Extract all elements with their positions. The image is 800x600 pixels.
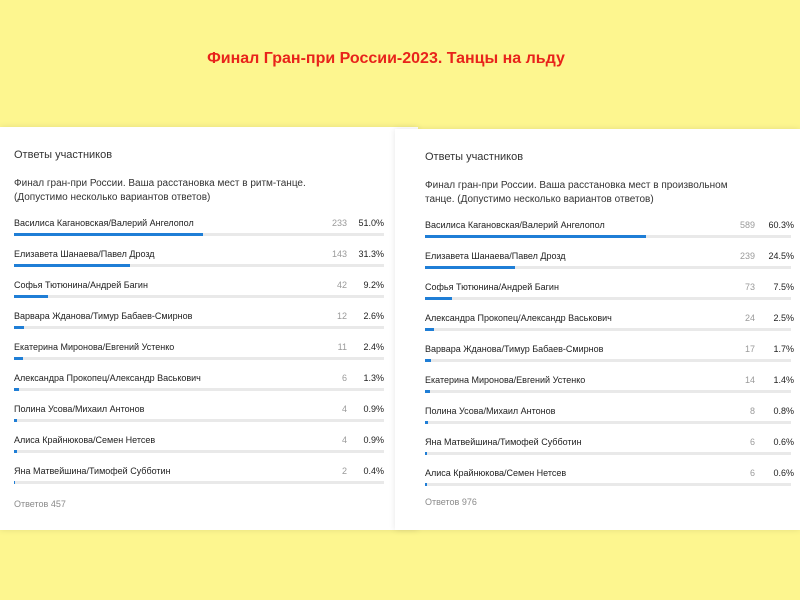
question-text [14, 177, 306, 205]
bar-track [425, 421, 791, 424]
bar-track [14, 450, 384, 453]
bar [425, 483, 427, 486]
panel-heading: Ответы участников [425, 151, 524, 163]
bar-track [14, 326, 384, 329]
vote-count: 14 [744, 375, 755, 385]
option-label: Полина Усова/Михаил Антонов [425, 406, 556, 416]
option-label: Василиса Кагановская/Валерий Ангелопол [14, 218, 194, 228]
question-line: Финал гран-при России. Ваша расстановка мест в ритм-танце. [14, 178, 306, 189]
vote-count: 4 [341, 435, 347, 445]
bar [14, 481, 15, 484]
percent-label: 2.5% [773, 313, 794, 323]
vote-count: 24 [744, 313, 755, 323]
bar [14, 264, 130, 267]
vote-count: 17 [744, 344, 755, 354]
percent-label: 7.5% [773, 282, 794, 292]
bar-track [425, 235, 791, 238]
option-label: Алиса Крайнюкова/Семен Нетсев [425, 468, 567, 478]
question-line: (Допустимо несколько вариантов ответов) [14, 192, 211, 203]
percent-label: 0.4% [363, 466, 384, 476]
vote-count: 11 [337, 342, 347, 352]
percent-label: 0.6% [773, 468, 794, 478]
bar [425, 390, 430, 393]
bar-track [425, 359, 791, 362]
vote-count: 143 [331, 249, 347, 259]
bar-track [425, 483, 791, 486]
option-label: Елизавета Шанаева/Павел Дрозд [425, 251, 566, 261]
bar [425, 328, 434, 331]
option-label: Варвара Жданова/Тимур Бабаев-Смирнов [425, 344, 604, 354]
bar-track [425, 452, 791, 455]
total-answers: Ответов 457 [14, 499, 66, 509]
bar-track [425, 266, 791, 269]
page-title: Финал Гран-при России-2023. Танцы на льду [207, 50, 565, 67]
option-label: Екатерина Миронова/Евгений Устенко [14, 342, 175, 352]
vote-count: 6 [341, 373, 347, 383]
option-label: Елизавета Шанаева/Павел Дрозд [14, 249, 155, 259]
bar-track [425, 297, 791, 300]
option-label: Софья Тютюнина/Андрей Багин [425, 282, 559, 292]
bar-track [14, 357, 384, 360]
option-label: Яна Матвейшина/Тимофей Субботин [425, 437, 582, 447]
bar [425, 452, 427, 455]
vote-count: 4 [341, 404, 347, 414]
bar [14, 388, 19, 391]
bar [14, 357, 23, 360]
option-label: Яна Матвейшина/Тимофей Субботин [14, 466, 171, 476]
option-label: Василиса Кагановская/Валерий Ангелопол [425, 220, 605, 230]
bar [425, 235, 646, 238]
bar-track [425, 328, 791, 331]
bar-track [14, 233, 384, 236]
poll-results-free-dance [395, 129, 800, 530]
bar [425, 421, 428, 424]
total-answers: Ответов 976 [425, 497, 477, 507]
percent-label: 2.4% [363, 342, 384, 352]
bar [14, 419, 17, 422]
bar-track [14, 388, 384, 391]
bar [425, 359, 431, 362]
percent-label: 51.0% [358, 218, 384, 228]
percent-label: 60.3% [768, 220, 794, 230]
vote-count: 239 [739, 251, 755, 261]
percent-label: 1.7% [773, 344, 794, 354]
bar [14, 326, 24, 329]
vote-count: 8 [749, 406, 755, 416]
percent-label: 1.4% [773, 375, 794, 385]
bar [425, 297, 452, 300]
option-label: Софья Тютюнина/Андрей Багин [14, 280, 148, 290]
option-label: Полина Усова/Михаил Антонов [14, 404, 145, 414]
bar-track [14, 481, 384, 484]
percent-label: 0.6% [773, 437, 794, 447]
percent-label: 0.8% [773, 406, 794, 416]
bar [14, 295, 48, 298]
option-label: Варвара Жданова/Тимур Бабаев-Смирнов [14, 311, 193, 321]
bar [14, 450, 17, 453]
percent-label: 31.3% [358, 249, 384, 259]
vote-count: 2 [341, 466, 347, 476]
vote-count: 589 [739, 220, 755, 230]
bar-track [14, 419, 384, 422]
percent-label: 2.6% [363, 311, 384, 321]
percent-label: 24.5% [768, 251, 794, 261]
panel-heading: Ответы участников [14, 149, 113, 161]
percent-label: 1.3% [363, 373, 384, 383]
bar [14, 233, 203, 236]
bar [425, 266, 515, 269]
option-label: Алиса Крайнюкова/Семен Нетсев [14, 435, 156, 445]
vote-count: 6 [749, 468, 755, 478]
option-label: Александра Прокопец/Александр Васькович [425, 313, 612, 323]
poll-results-rhythm-dance [0, 127, 418, 530]
bar-track [14, 264, 384, 267]
bar-track [425, 390, 791, 393]
percent-label: 0.9% [363, 404, 384, 414]
bar-track [14, 295, 384, 298]
question-text [425, 179, 728, 207]
question-line: танце. (Допустимо несколько вариантов ответов) [425, 194, 654, 205]
vote-count: 42 [336, 280, 347, 290]
vote-count: 6 [749, 437, 755, 447]
vote-count: 73 [744, 282, 755, 292]
option-label: Екатерина Миронова/Евгений Устенко [425, 375, 586, 385]
percent-label: 0.9% [363, 435, 384, 445]
option-label: Александра Прокопец/Александр Васькович [14, 373, 201, 383]
question-line: Финал гран-при России. Ваша расстановка мест в произвольном [425, 180, 728, 191]
vote-count: 233 [331, 218, 347, 228]
vote-count: 12 [336, 311, 347, 321]
percent-label: 9.2% [363, 280, 384, 290]
